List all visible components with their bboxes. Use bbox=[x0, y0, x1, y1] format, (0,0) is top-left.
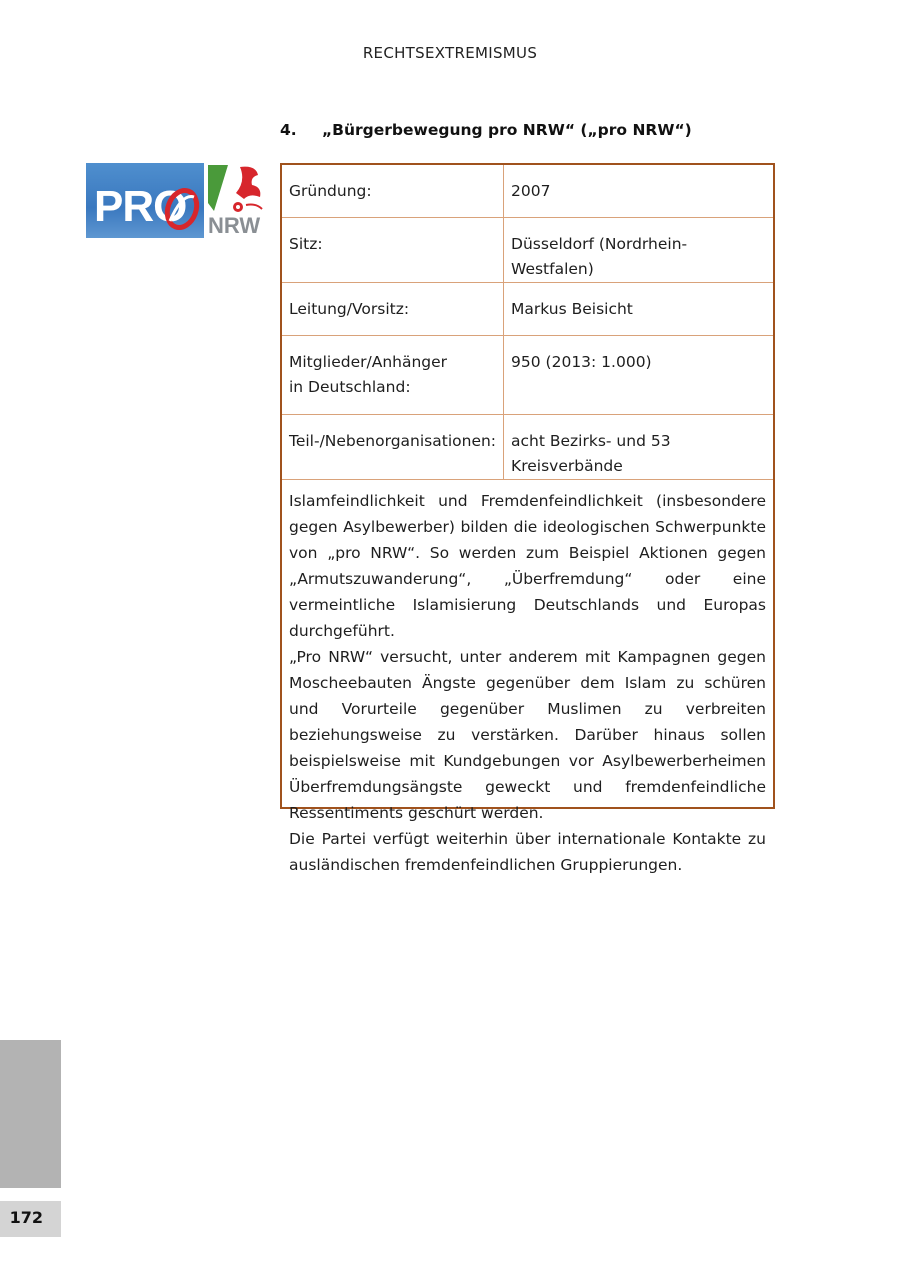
fact-label: Gründung: bbox=[282, 165, 504, 218]
table-row bbox=[282, 283, 773, 336]
fact-label: Teil-/Nebenorganisationen: bbox=[282, 415, 504, 480]
logo-nrw-panel bbox=[206, 163, 264, 239]
table-row bbox=[282, 336, 773, 415]
fact-value: Markus Beisicht bbox=[504, 283, 773, 336]
page-number: 172 bbox=[0, 1201, 61, 1237]
fact-value: 2007 bbox=[504, 165, 773, 218]
fact-label bbox=[282, 336, 504, 415]
logo-swoosh-icon bbox=[86, 163, 204, 238]
fact-label: Sitz: bbox=[282, 218, 504, 283]
nrw-coat-of-arms-icon bbox=[206, 163, 264, 215]
logo-nrw-text: NRW bbox=[208, 213, 261, 238]
section-title-text: „Bürgerbewegung pro NRW“ („pro NRW“) bbox=[322, 121, 692, 139]
description-paragraph: Islamfeindlichkeit und Fremdenfeindlichkeit (insbesondere gegen Asylbewerber) bilden die ideologischen Schwerpunkte von „pro NRW“. So werden zum Beispiel Aktionen gegen „Armutszuwanderung“, „Überfremdung“ oder eine vermeintliche Islamisierung Deutschlands und Europas durchgeführt. bbox=[289, 492, 766, 640]
fact-value: 950 (2013: 1.000) bbox=[504, 336, 773, 415]
description bbox=[282, 480, 773, 878]
description-paragraph: Die Partei verfügt weiterhin über internationale Kontakte zu ausländischen fremdenfeindlichen Gruppierungen. bbox=[289, 830, 766, 874]
fact-label: Leitung/Vorsitz: bbox=[282, 283, 504, 336]
table-row bbox=[282, 415, 773, 480]
section-title bbox=[280, 121, 692, 139]
logo-pro-panel bbox=[86, 163, 204, 238]
table-row bbox=[282, 165, 773, 218]
pro-nrw-logo bbox=[86, 163, 264, 239]
table-row bbox=[282, 218, 773, 283]
running-head: RECHTSEXTREMISMUS bbox=[362, 44, 538, 62]
logo-pro-text: PRO bbox=[94, 182, 187, 231]
facts-table bbox=[282, 165, 773, 480]
fact-value: Düsseldorf (Nordrhein-Westfalen) bbox=[504, 218, 773, 283]
fact-value: acht Bezirks- und 53 Kreisverbände bbox=[504, 415, 773, 480]
fact-box bbox=[280, 163, 775, 874]
fact-label-line: Mitglieder/Anhänger bbox=[289, 353, 448, 371]
chapter-side-bar bbox=[0, 1040, 61, 1188]
section-number: 4. bbox=[280, 121, 297, 139]
fact-label-line: in Deutschland: bbox=[289, 378, 411, 396]
description-paragraph: „Pro NRW“ versucht, unter anderem mit Kampagnen gegen Moscheebauten Ängste gegenüber dem Islam zu schüren und Vorurteile gegenüber Muslimen zu verbreiten beziehungsweise zu verstärken. Darüber hinaus sollen beispielsweise mit Kundgebungen vor Asylbewerberheimen Überfremdungsängste geweckt und fremdenfeindliche Ressentiments geschürt werden. bbox=[289, 648, 766, 822]
